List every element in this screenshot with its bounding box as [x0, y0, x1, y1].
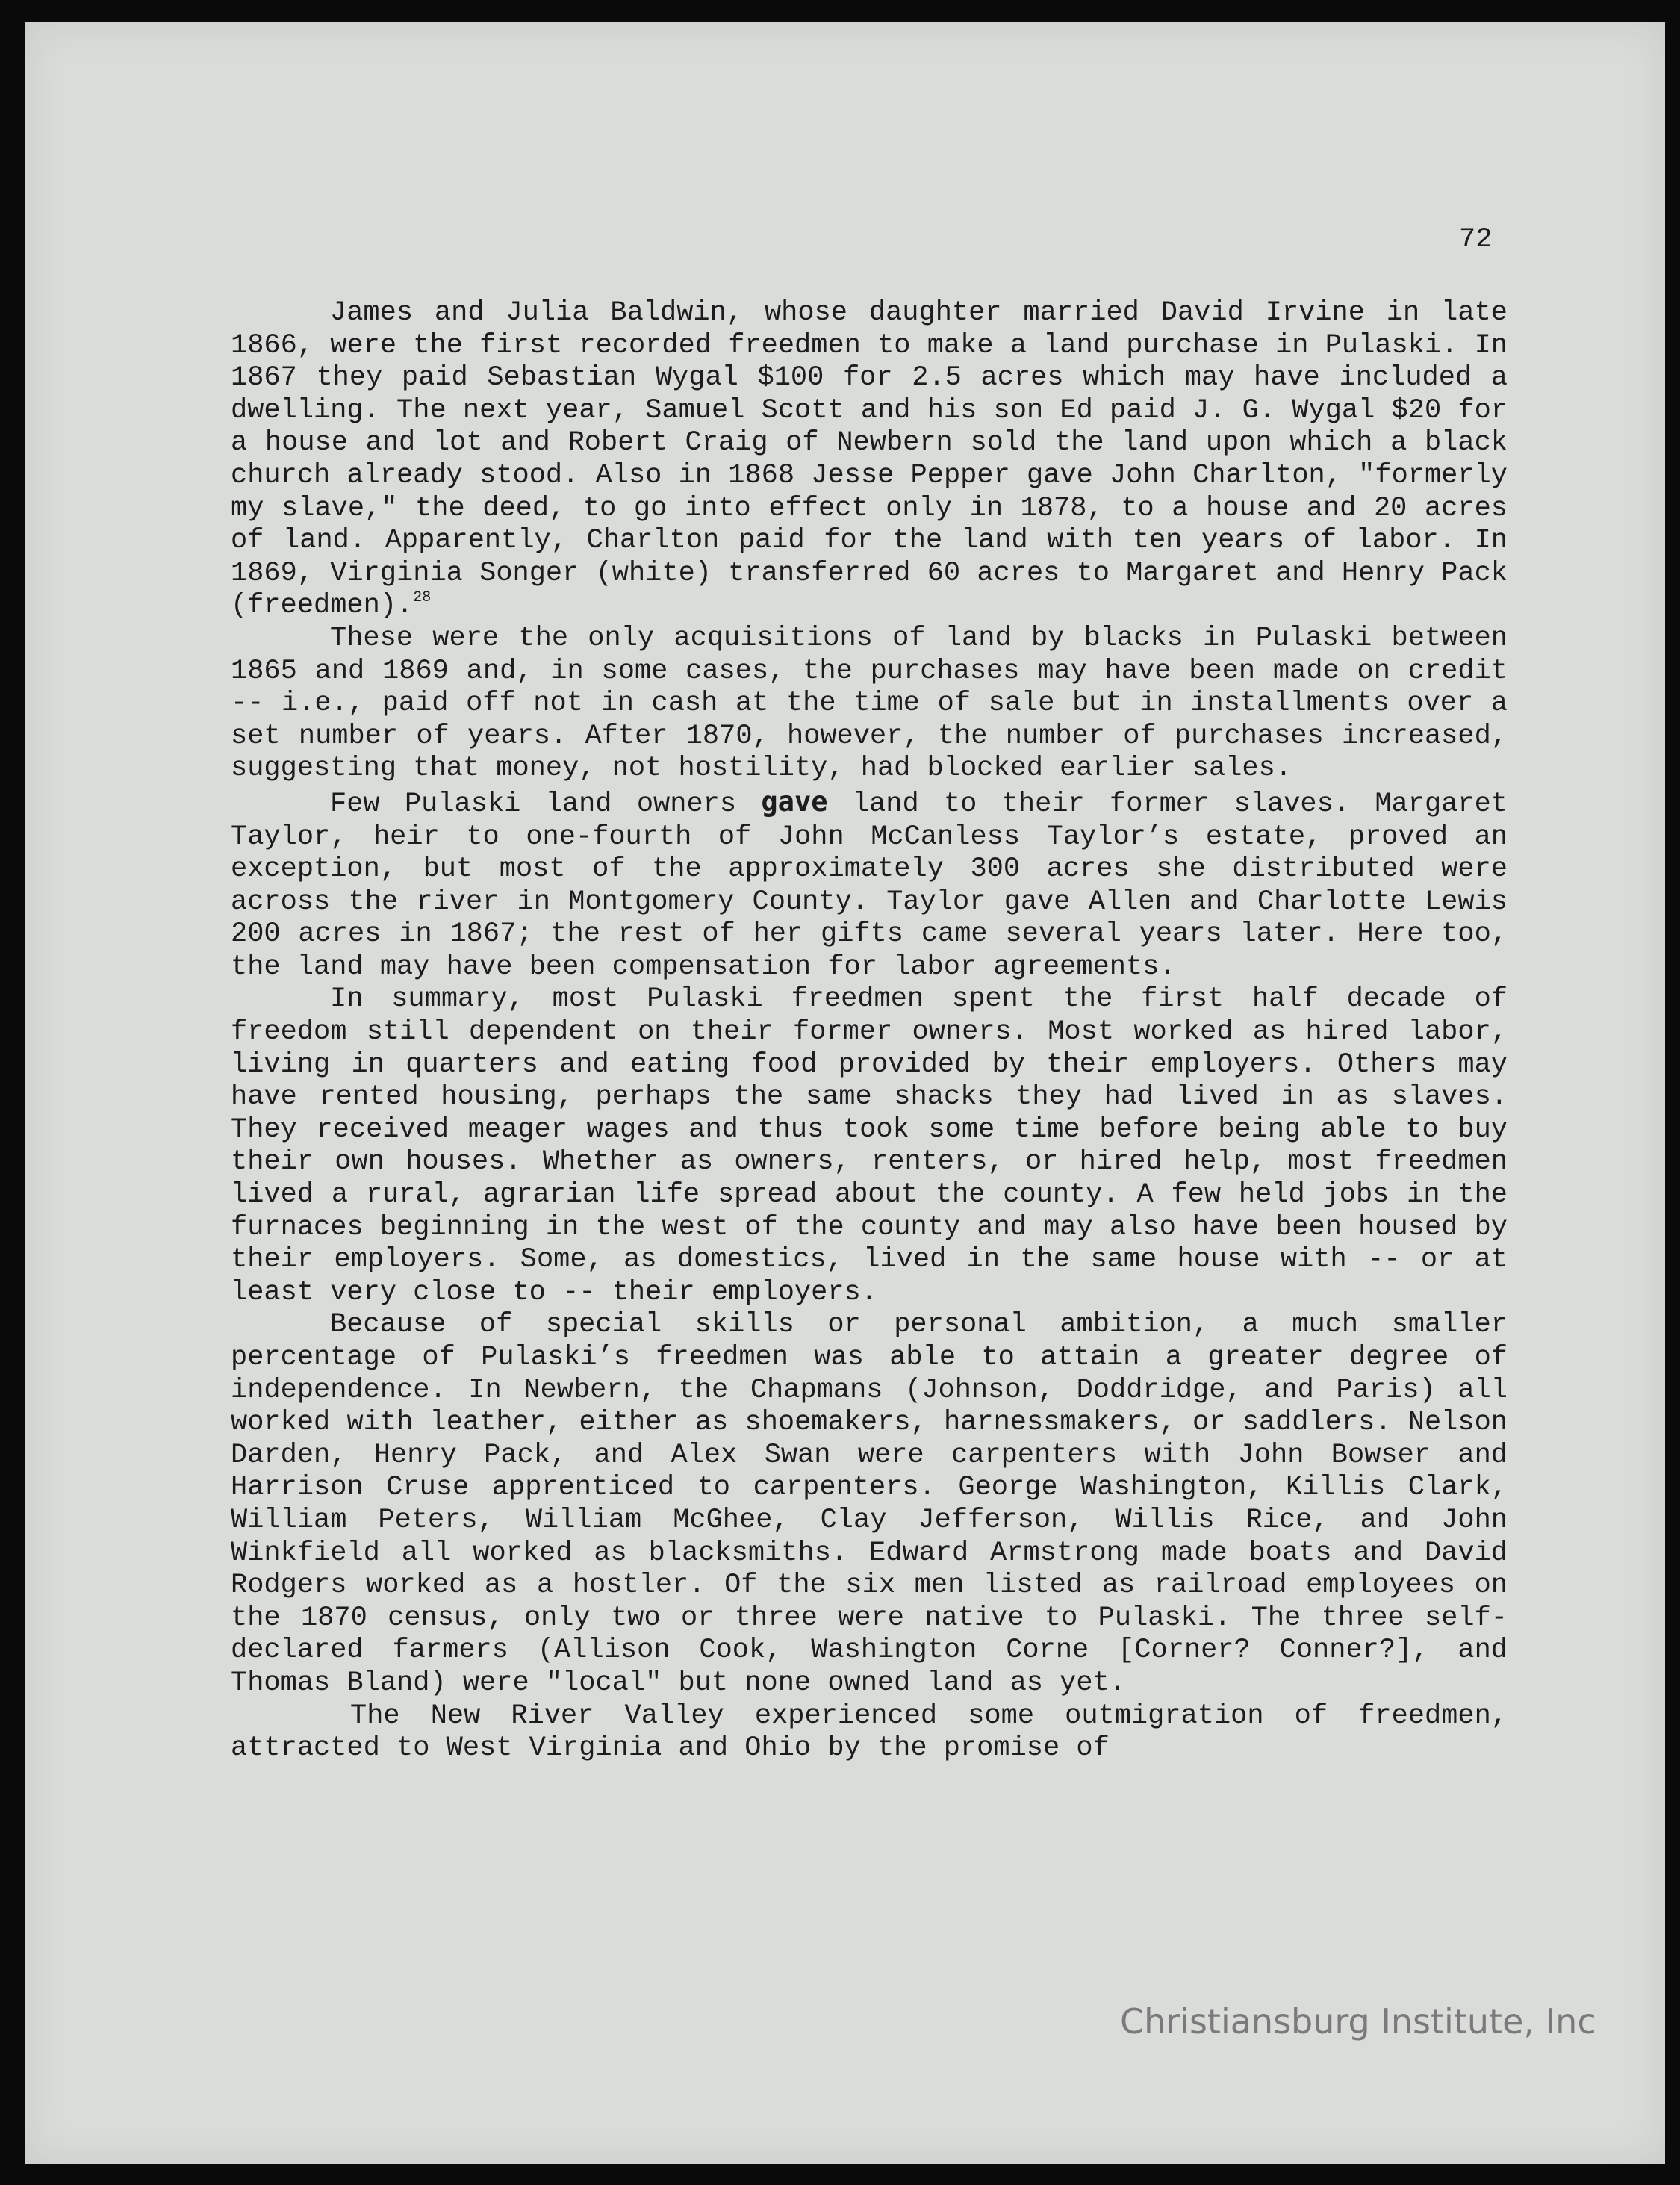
paragraph [231, 297, 1508, 623]
paragraph-text: These were the only acquisitions of land by blacks in Pulaski between 1865 and 1869 and, in some cases, the purchases may have been made on credit -- i.e., paid off not in cash at the time of sale but in installments over a set number of years. After 1870, however, the number of purchases increased, suggesting that money, not hostility, had blocked earlier sales. [231, 622, 1508, 785]
footnote-marker: 28 [413, 589, 432, 607]
paragraph [231, 623, 1508, 786]
watermark: Christiansburg Institute, Inc [1120, 2001, 1596, 2042]
paragraph-text: In summary, most Pulaski freedmen spent the first half decade of freedom still dependent on their former owners. Most worked as hired labor, living in quarters and eating food provided by their employers. Others may have rented housing, perhaps the same shacks they had lived in as slaves. They received meager wages and thus took some time before being able to buy their own houses. Whether as owners, renters, or hired help, most freedmen lived a rural, agrarian life spread about the county. A few held jobs in the furnaces beginning in the west of the county and may also have been housed by their employers. Some, as domestics, lived in the same house with -- or at least very close to -- their employers. [231, 983, 1508, 1308]
paragraph [231, 1700, 1508, 1765]
paragraph [231, 1309, 1508, 1700]
paragraph [231, 983, 1508, 1309]
paragraph-text: James and Julia Baldwin, whose daughter married David Irvine in late 1866, were the first recorded freedmen to make a land purchase in Pulaski. In 1867 they paid Sebastian Wygal $100 for 2.5 acres which may have included a dwelling. The next year, Samuel Scott and his son Ed paid J. G. Wygal $20 for a house and lot and Robert Craig of Newbern sold the land upon which a black church already stood. Also in 1868 Jesse Pepper gave John Charlton, "formerly my slave," the deed, to go into effect only in 1878, to a house and 20 acres of land. Apparently, Charlton paid for the land with ten years of labor. In 1869, Virginia Songer (white) transferred 60 acres to Margaret and Henry Pack (freedmen). [231, 297, 1508, 622]
paragraph-text: Because of special skills or personal ambition, a much smaller percentage of Pulaski’s freedmen was able to attain a greater degree of independence. In Newbern, the Chapmans (Johnson, Doddridge, and Paris) all worked with leather, either as shoemakers, harnessmakers, or saddlers. Nelson Darden, Henry Pack, and Alex Swan were carpenters with John Bowser and Harrison Cruse apprenticed to carpenters. George Washington, Killis Clark, William Peters, William McGhee, Clay Jefferson, Willis Rice, and John Winkfield all worked as blacksmiths. Edward Armstrong made boats and David Rodgers worked as a hostler. Of the six men listed as railroad employees on the 1870 census, only two or three were native to Pulaski. The three self-declared farmers (Allison Cook, Washington Corne [Corner? Conner?], and Thomas Bland) were "local" but none owned land as yet. [231, 1309, 1508, 1699]
body-text [231, 297, 1508, 1765]
paragraph-text: land to their former slaves. Margaret Taylor, heir to one-fourth of John McCanless Taylor’s estate, proved an exception, but most of the approximately 300 acres she distributed were across the river in Montgomery County. Taylor gave Allen and Charlotte Lewis 200 acres in 1867; the rest of her gifts came several years later. Here too, the land may have been compensation for labor agreements. [231, 788, 1508, 983]
document-page [25, 22, 1665, 2164]
paragraph-text: Few Pulaski land owners [330, 788, 762, 820]
paragraph-text: The New River Valley experienced some outmigration of freedmen, attracted to West Virginia and Ohio by the promise of [231, 1700, 1508, 1765]
emphasized-word: gave [761, 785, 828, 818]
page-number: 72 [1459, 224, 1493, 255]
paragraph [231, 786, 1508, 984]
